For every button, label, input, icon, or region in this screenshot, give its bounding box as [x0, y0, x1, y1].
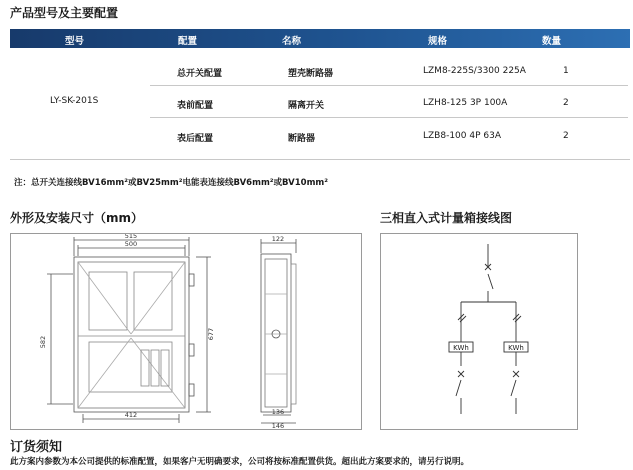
section-title-wiring: 三相直入式计量箱接线图 — [380, 211, 513, 225]
dimension-drawing — [11, 234, 361, 429]
name-cell: 塑壳断路器 — [288, 69, 334, 79]
order-notice-text: 此方案内参数为本公司提供的标准配置，如果客户无明确要求，公司将按标准配置供货。超出此方案要求的，请另行说明。 — [10, 457, 470, 467]
section-title-order: 订货须知 — [10, 440, 63, 455]
table-header — [10, 29, 630, 48]
spec-cell: LZM8-225S/3300 225A — [423, 66, 526, 76]
col-header-model: 型号 — [65, 36, 85, 47]
col-header-spec: 规格 — [428, 36, 448, 47]
qty-cell: 1 — [563, 66, 569, 76]
dim-label-677: 677 — [207, 327, 215, 341]
col-header-config: 配置 — [178, 36, 198, 47]
wiring-diagram — [381, 234, 577, 429]
dim-label-146: 146 — [271, 422, 285, 429]
name-cell: 隔离开关 — [288, 101, 325, 111]
col-header-name: 名称 — [282, 36, 302, 47]
meter-label-left: KWh — [453, 344, 469, 352]
dimension-drawing-panel — [10, 233, 362, 430]
meter-label-right: KWh — [508, 344, 524, 352]
dim-label-412: 412 — [124, 411, 138, 419]
spec-cell: LZB8-100 4P 63A — [423, 131, 501, 141]
config-cell: 总开关配置 — [177, 69, 223, 79]
config-cell: 表后配置 — [177, 134, 214, 144]
section-title-dimensions: 外形及安装尺寸（mm） — [10, 211, 144, 225]
qty-cell: 2 — [563, 98, 569, 108]
dim-label-500: 500 — [124, 240, 138, 248]
wiring-diagram-panel — [380, 233, 578, 430]
section-title-config: 产品型号及主要配置 — [10, 6, 119, 20]
dim-label-515: 515 — [124, 234, 138, 240]
col-header-qty: 数量 — [542, 36, 562, 47]
wiring-note: 注：总开关连接线BV16mm²或BV25mm²电能表连接线BV6mm²或BV10mm² — [14, 178, 328, 188]
row-divider — [150, 85, 628, 86]
qty-cell: 2 — [563, 131, 569, 141]
spec-cell: LZH8-125 3P 100A — [423, 98, 508, 108]
dim-label-136: 136 — [271, 408, 285, 416]
table-bottom-divider — [10, 159, 630, 160]
config-cell: 表前配置 — [177, 101, 214, 111]
dim-label-582: 582 — [39, 335, 47, 349]
model-cell: LY-SK-201S — [50, 96, 99, 106]
dim-label-122: 122 — [271, 235, 285, 243]
row-divider — [150, 117, 628, 118]
name-cell: 断路器 — [288, 134, 316, 144]
